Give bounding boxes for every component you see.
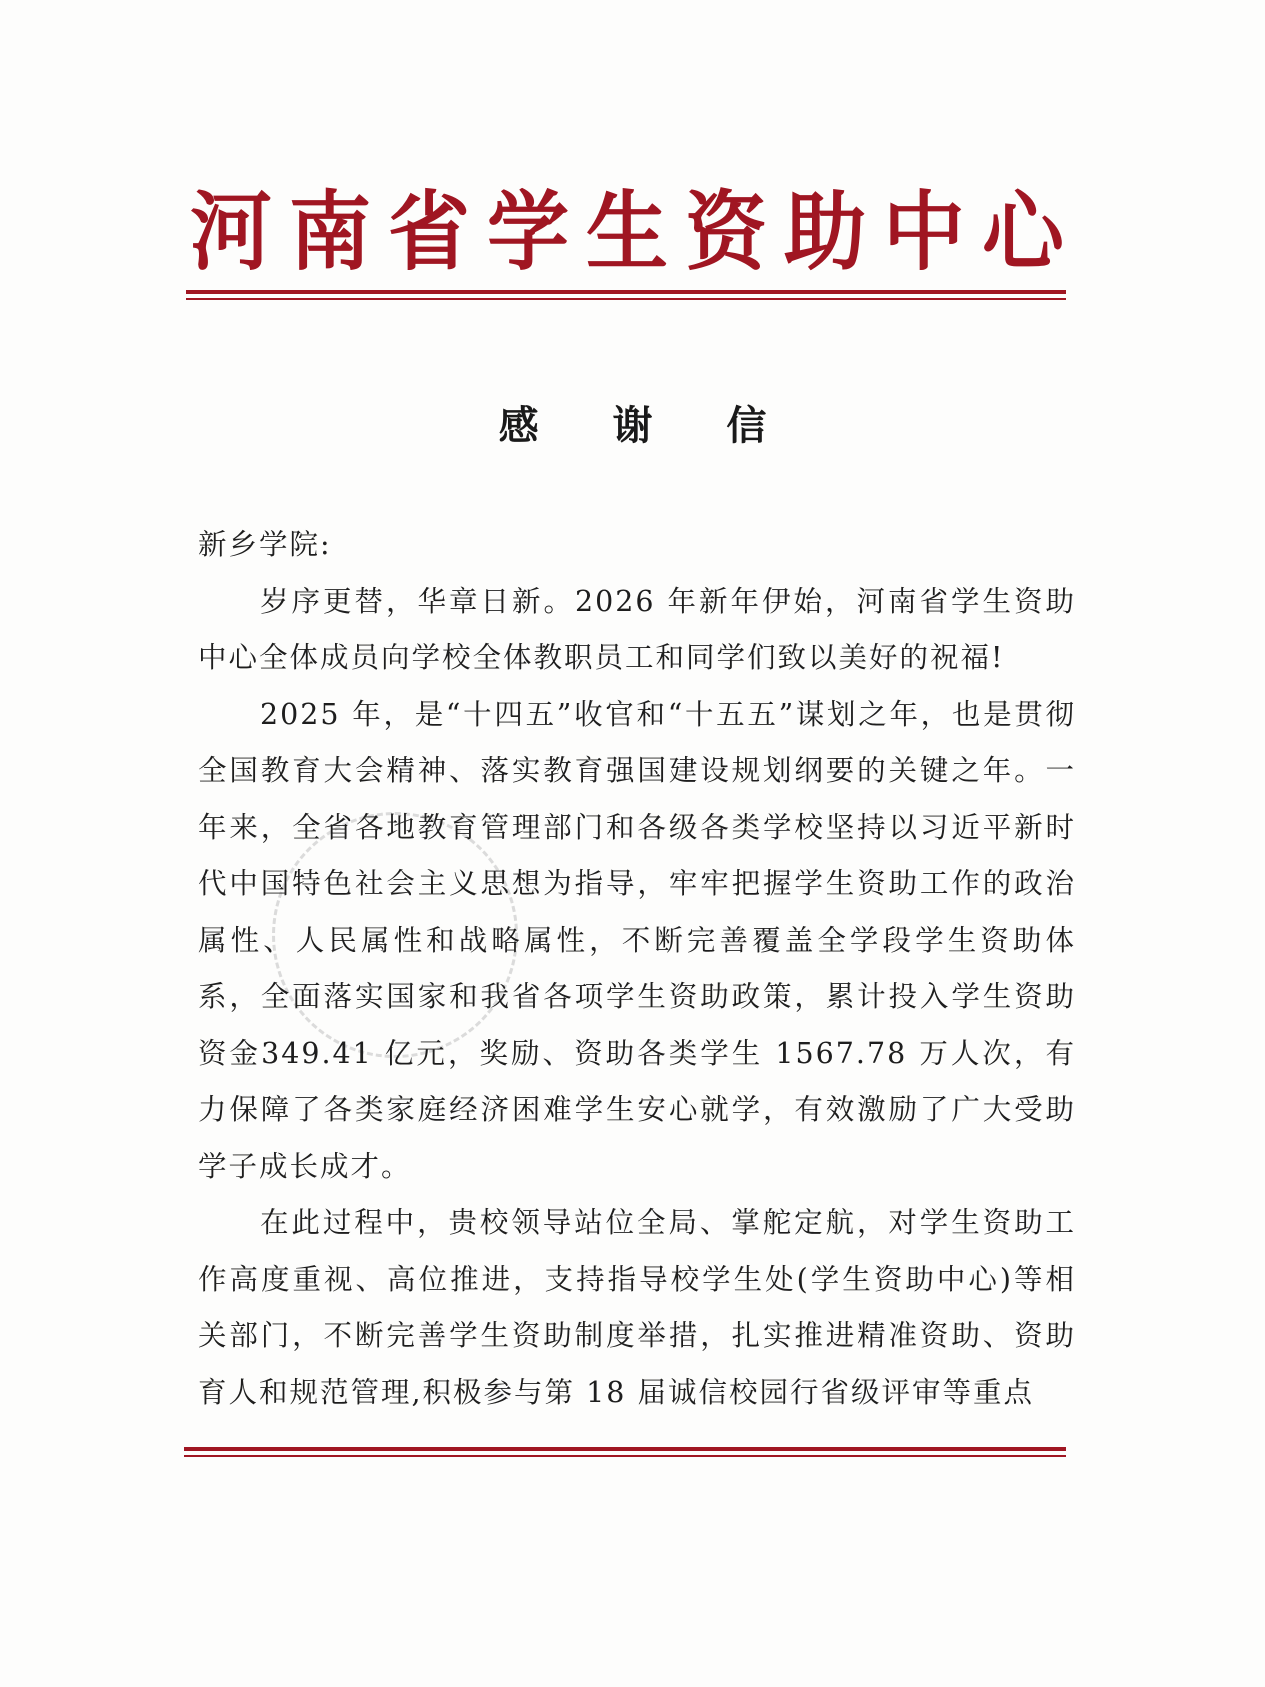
salutation: 新乡学院: [198, 528, 332, 561]
footer-rule-thick [184, 1447, 1066, 1451]
paragraph-thanks: 在此过程中，贵校领导站位全局、掌舵定航，对学生资助工作高度重视、高位推进，支持指导校学生处(学生资助中心)等相关部门，不断完善学生资助制度举措，扎实推进精准资助、资助育人和规范管理,积极参与第 18 届诚信校园行省级评审等重点 [198, 1206, 1076, 1409]
footer-rule-thin [184, 1455, 1066, 1457]
paragraph-review: 2025 年，是“十四五”收官和“十五五”谋划之年，也是贯彻全国教育大会精神、落实教育强国建设规划纲要的关键之年。一年来，全省各地教育管理部门和各级各类学校坚持以习近平新时代中国特色社会主义思想为指导，牢牢把握学生资助工作的政治属性、人民属性和战略属性，不断完善覆盖全学段学生资助体系，全面落实国家和我省各项学生资助政策，累计投入学生资助资金349.41 亿元，奖励、资助各类学生 1567.78 万人次，有力保障了各类家庭经济困难学生安心就学，有效激励了广大受助学子成长成才。 [198, 697, 1076, 1183]
letterhead-rule-thick [186, 290, 1066, 294]
letterhead-rule-thin [186, 298, 1066, 300]
document-title: 感 谢 信 [498, 403, 797, 449]
letterhead [190, 182, 1070, 283]
letter-body [198, 517, 1076, 1421]
paragraph-greeting: 岁序更替，华章日新。2026 年新年伊始，河南省学生资助中心全体成员向学校全体教职员工和同学们致以美好的祝福! [198, 584, 1076, 674]
letterhead-org-name: 河南省学生资助中心 [190, 182, 1070, 283]
